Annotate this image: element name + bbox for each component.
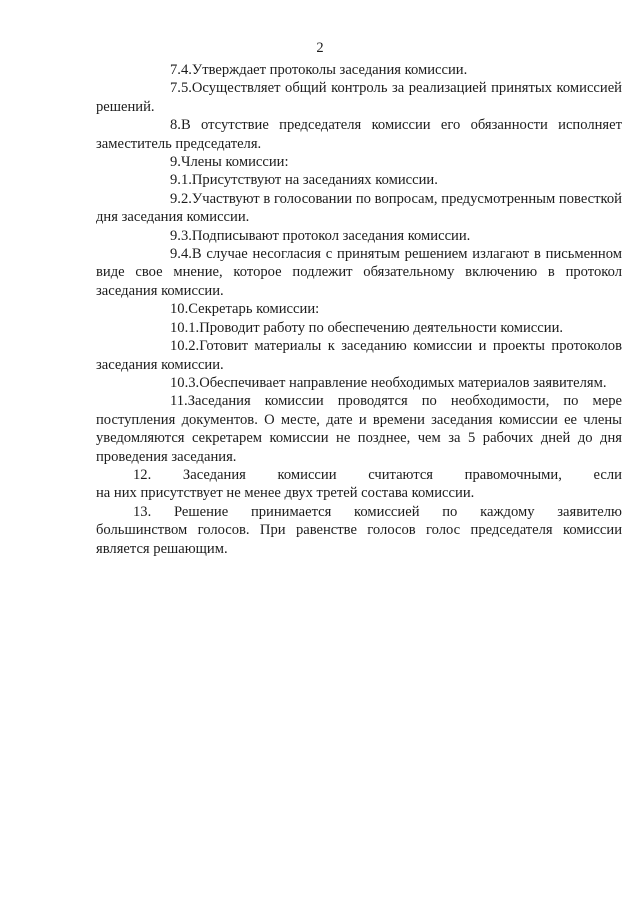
- paragraph-word: комиссией: [354, 503, 420, 520]
- page-number: 2: [316, 40, 324, 56]
- paragraph-7-4: [96, 61, 622, 79]
- paragraph-text: на них присутствует не менее двух третей состава комиссии.: [96, 485, 475, 502]
- paragraph-number: 7.4.: [170, 62, 192, 78]
- document-body: [96, 61, 622, 558]
- paragraph-12: [96, 466, 622, 503]
- paragraph-10-3: [96, 374, 622, 392]
- paragraph-word: комиссии: [277, 466, 337, 483]
- paragraph-text: В отсутствие председателя комиссии его обязанности исполняет заместитель председателя.: [96, 117, 622, 152]
- paragraph-word: Решение: [173, 503, 229, 520]
- paragraph-10-1: [96, 319, 622, 337]
- paragraph-9-1: [96, 171, 622, 189]
- paragraph-word: принимается: [250, 503, 332, 520]
- paragraph-number: 12.: [133, 466, 152, 483]
- paragraph-number: 10.: [170, 301, 189, 318]
- paragraph-number: 13.: [133, 503, 152, 520]
- paragraph-text: Присутствуют на заседаниях комиссии.: [191, 172, 438, 189]
- paragraph-word: считаются: [368, 466, 434, 483]
- paragraph-text: Обеспечивает направление необходимых материалов заявителям.: [199, 374, 607, 391]
- paragraph-text: большинством голосов. При равенстве голосов голос председателя комиссии является решающим.: [96, 522, 622, 557]
- paragraph-9: [96, 153, 622, 171]
- paragraph-number: 9.1.: [170, 172, 192, 189]
- paragraph-word: Заседания: [182, 466, 246, 483]
- paragraph-number: 9.4.: [170, 246, 192, 263]
- paragraph-word: правомочными,: [464, 466, 562, 483]
- paragraph-word: заявителю: [557, 503, 622, 520]
- paragraph-number: 9.2.: [170, 190, 192, 207]
- paragraph-first-line: [96, 466, 622, 484]
- paragraph-number: 7.5.: [170, 80, 192, 97]
- paragraph-text: Утверждает протоколы заседания комиссии.: [191, 62, 468, 78]
- paragraph-9-2: [96, 190, 622, 227]
- paragraph-number: 10.3.: [170, 374, 200, 391]
- paragraph-word: каждому: [480, 503, 535, 520]
- paragraph-text: В случае несогласия с принятым решением излагают в письменном виде свое мнение, которое подлежит обязательному включению в протокол заседания комиссии.: [96, 246, 622, 299]
- paragraph-10: [96, 300, 622, 318]
- paragraph-9-3: [96, 227, 622, 245]
- paragraph-number: 8.: [170, 117, 181, 134]
- paragraph-word: по: [442, 503, 458, 520]
- paragraph-text: Члены комиссии:: [180, 154, 289, 171]
- paragraph-number: 10.1.: [170, 319, 200, 336]
- paragraph-word: если: [593, 466, 622, 483]
- paragraph-number: 9.: [170, 154, 181, 171]
- paragraph-number: 11.: [170, 393, 188, 410]
- paragraph-text: Секретарь комиссии:: [188, 301, 320, 318]
- paragraph-number: 9.3.: [170, 227, 192, 244]
- paragraph-13: [96, 503, 622, 558]
- paragraph-text: Участвуют в голосовании по вопросам, предусмотренным повесткой дня заседания комиссии.: [96, 190, 622, 226]
- paragraph-number: 10.2.: [170, 338, 200, 355]
- paragraph-text: Осуществляет общий контроль за реализацией принятых комиссией решений.: [96, 80, 622, 115]
- paragraph-7-5: [96, 79, 622, 116]
- paragraph-10-2: [96, 337, 622, 374]
- paragraph-8: [96, 116, 622, 153]
- paragraph-text: Подписывают протокол заседания комиссии.: [191, 227, 471, 244]
- paragraph-text: Заседания комиссии проводятся по необходимости, по мере поступления документов. О месте, дате и времени заседания комиссии ее члены уведомляются секретарем комиссии не позднее, чем за 5 рабочих дней до дня проведения заседания.: [96, 393, 622, 465]
- paragraph-first-line: [96, 503, 622, 521]
- paragraph-11: [96, 392, 622, 466]
- paragraph-text: Проводит работу по обеспечению деятельности комиссии.: [199, 319, 564, 336]
- paragraph-text: Готовит материалы к заседанию комиссии и проекты протоколов заседания комиссии.: [96, 338, 622, 373]
- paragraph-9-4: [96, 245, 622, 300]
